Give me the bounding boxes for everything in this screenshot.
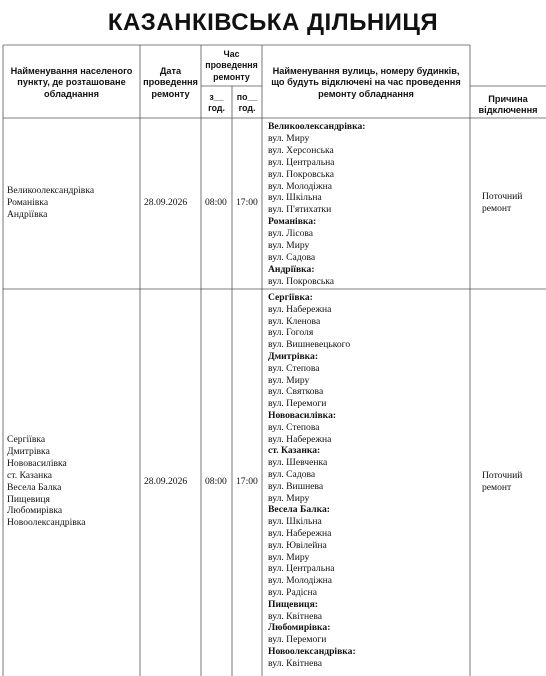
street-group-label: Великоолександрівка: — [268, 121, 366, 132]
header-reason — [470, 94, 546, 117]
row-2-reason — [482, 470, 522, 494]
street-line: вул. Миру — [268, 132, 310, 144]
street-group-label: Дмитрівка: — [268, 350, 319, 362]
street-line: вул. Квітнева — [268, 657, 323, 669]
street-group-label: Пищевиця: — [268, 598, 318, 610]
header-time-line: Час — [223, 49, 240, 59]
street-line: вул. Набережна — [268, 303, 332, 315]
reason-line: Поточний — [482, 191, 523, 202]
header-settlement — [3, 66, 140, 100]
street-line: вул. Шевченка — [268, 457, 328, 469]
street-line: вул. Радісна — [268, 586, 317, 598]
street-line: вул. Степова — [268, 421, 320, 433]
row-2-from-time: 08:00 — [205, 476, 227, 487]
header-date-line: проведення — [143, 77, 198, 88]
street-group-label: Сергіївка: — [268, 292, 313, 303]
header-reason-line: відключення — [478, 105, 538, 116]
street-line: вул. П'ятихатки — [268, 204, 332, 216]
header-reason-line: Причина — [488, 94, 528, 104]
street-line: вул. Садова — [268, 251, 316, 263]
street-line: вул. Миру — [268, 492, 310, 504]
street-group-label: ст. Казанка: — [268, 445, 321, 457]
street-line: вул. Центральна — [268, 563, 335, 575]
street-line: вул. Ювілейна — [268, 539, 327, 551]
reason-line: ремонт — [482, 202, 512, 214]
street-line: вул. Миру — [268, 240, 310, 252]
street-line: вул. Вишнева — [268, 480, 324, 492]
header-time-line: проведення — [205, 60, 258, 71]
street-line: вул. Перемоги — [268, 398, 327, 410]
street-line: вул. Шкільна — [268, 516, 322, 528]
header-streets-line: Найменування вулиць, номеру будинків, — [272, 66, 460, 76]
header-settlement-line: Найменування населеного — [10, 66, 133, 76]
row-1-to-time: 17:00 — [236, 197, 258, 208]
settlement-name: Великоолександрівка — [7, 185, 95, 196]
street-group-label: Романівка: — [268, 216, 317, 228]
street-group-label: Андріївка: — [268, 263, 315, 275]
street-group-label: Любомирівка: — [268, 622, 331, 634]
reason-line: Поточний — [482, 470, 523, 481]
street-line: вул. Кленова — [268, 315, 321, 327]
header-streets-line: ремонту обладнання — [318, 88, 414, 99]
header-date-line: Дата — [159, 66, 182, 76]
street-line: вул. Степова — [268, 362, 320, 374]
row-1-settlements — [7, 185, 94, 221]
settlement-name: Романівка — [7, 196, 49, 208]
header-to — [232, 92, 262, 115]
row-2-streets — [268, 292, 356, 670]
header-settlement-line: обладнання — [44, 88, 99, 99]
header-from-line: з__ — [209, 92, 224, 102]
street-line: вул. Квітнева — [268, 610, 323, 622]
header-from-line: год. — [208, 103, 225, 114]
header-streets-line: що будуть відключені на час проведення — [271, 77, 461, 88]
settlement-name: Любомирівка — [7, 505, 63, 517]
row-1-reason — [482, 191, 522, 215]
street-line: вул. Садова — [268, 468, 316, 480]
street-line: вул. Набережна — [268, 527, 332, 539]
header-date — [140, 66, 201, 100]
row-1-date: 28.09.2026 — [144, 197, 188, 208]
street-line: вул. Покровська — [268, 168, 335, 180]
street-line: вул. Лісова — [268, 228, 314, 240]
street-line: вул. Покровська — [268, 275, 335, 287]
settlement-name: Пищевиця — [7, 493, 50, 505]
settlement-name: ст. Казанка — [7, 469, 53, 481]
settlement-name: Дмитрівка — [7, 445, 50, 457]
header-date-line: ремонту — [151, 88, 190, 99]
settlement-name: Новоолександрівка — [7, 517, 86, 529]
row-2-to-time: 17:00 — [236, 476, 258, 487]
header-streets — [262, 66, 470, 100]
page-title: КАЗАНКІВСЬКА ДІЛЬНИЦЯ — [107, 9, 439, 36]
header-to-line: год. — [238, 103, 256, 114]
row-1-streets — [268, 121, 365, 288]
street-line: вул. Набережна — [268, 433, 332, 445]
street-line: вул. Миру — [268, 551, 310, 563]
street-line: вул. Молодіжна — [268, 180, 332, 192]
settlement-name: Сергіївка — [7, 434, 46, 445]
street-line: вул. Святкова — [268, 386, 324, 398]
street-line: вул. Молодіжна — [268, 575, 332, 587]
reason-line: ремонт — [482, 481, 512, 493]
header-time-line: ремонту — [213, 71, 250, 82]
street-line: вул. Миру — [268, 374, 310, 386]
street-line: вул. Центральна — [268, 156, 335, 168]
street-group-label: Нововасилівка: — [268, 409, 337, 421]
header-to-line: по__ — [236, 92, 258, 102]
street-line: вул. Херсонська — [268, 144, 334, 156]
settlement-name: Андріївка — [7, 208, 48, 220]
street-group-label: Новоолександрівка: — [268, 645, 356, 657]
header-time — [201, 49, 262, 83]
row-1-from-time: 08:00 — [205, 197, 227, 208]
header-settlement-line: пункту, де розташоване — [17, 77, 126, 88]
settlement-name: Нововасилівка — [7, 457, 67, 469]
street-line: вул. Гоголя — [268, 327, 314, 339]
street-line: вул. Шкільна — [268, 192, 322, 204]
settlement-name: Весела Балка — [7, 481, 62, 493]
street-group-label: Весела Балка: — [268, 504, 330, 516]
street-line: вул. Перемоги — [268, 634, 327, 646]
row-2-settlements — [7, 434, 86, 529]
row-2-date: 28.09.2026 — [144, 476, 188, 487]
street-line: вул. Вишневецького — [268, 339, 351, 351]
header-from — [201, 92, 232, 115]
